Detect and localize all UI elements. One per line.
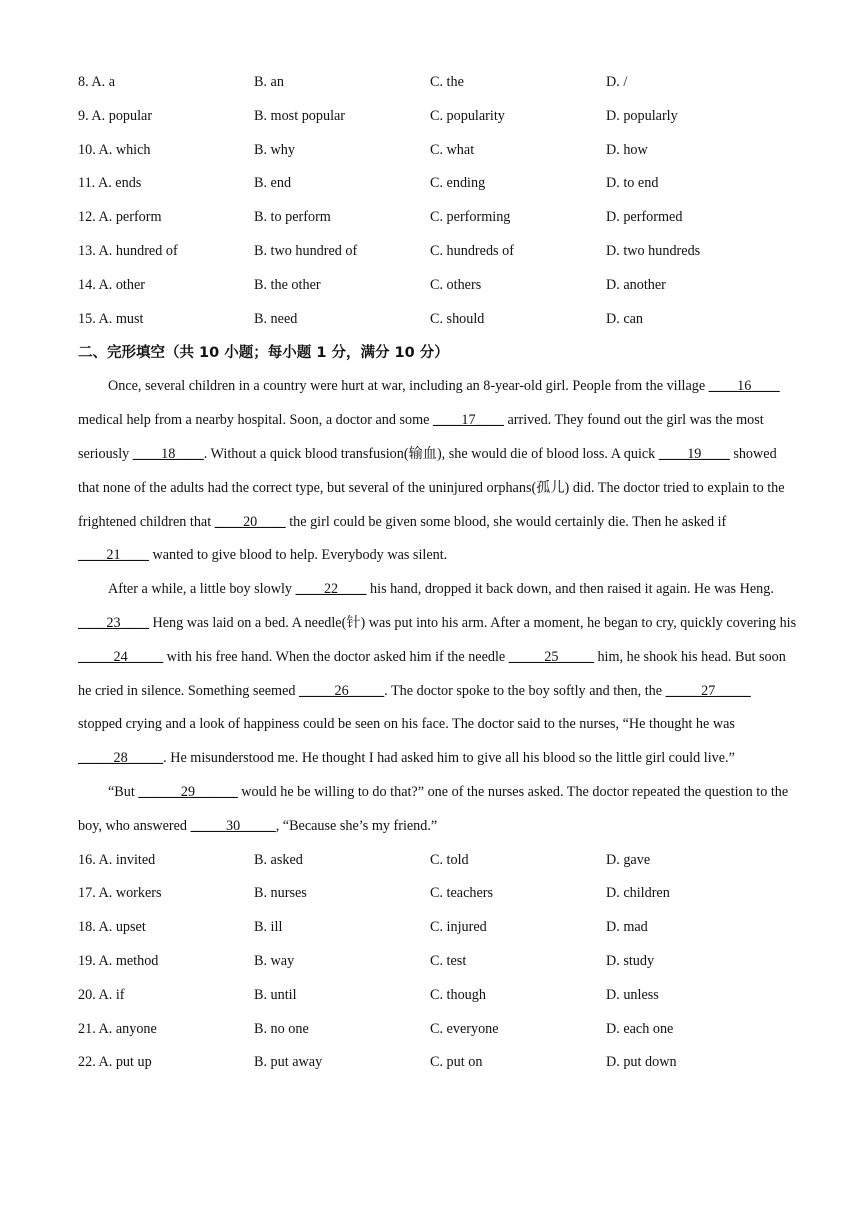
option-d: D. popularly (606, 107, 678, 124)
blank-26: _____26_____ (299, 682, 385, 699)
option-a: 19. A. method (78, 952, 159, 969)
option-c: C. performing (430, 209, 511, 226)
option-a: 10. A. which (78, 141, 151, 158)
option-c: C. though (430, 986, 486, 1003)
option-b: B. no one (254, 1020, 309, 1037)
passage-text: Once, several children in a country were hurt at war, including an 8-year-old girl. People from the village (108, 378, 709, 395)
option-b: B. most popular (254, 107, 346, 124)
option-b: B. two hundred of (254, 242, 358, 259)
option-b: B. why (254, 141, 295, 158)
passage-text: Heng was laid on a bed. A needle(针) was put into his arm. After a moment, he began to cry, quickly covering his (148, 614, 797, 631)
passage-text: stopped crying and a look of happiness could be seen on his face. The doctor said to the nurses, “He thought he was (78, 716, 735, 733)
passage-text: showed that none of the adults had the correct type, but several of the uninjured orphans(孤儿) did. The doctor tried to explain to the frightened children that (78, 445, 785, 530)
option-d: D. another (606, 276, 666, 293)
option-d: D. mad (606, 919, 648, 936)
question-row-9 (78, 100, 798, 134)
option-b: B. asked (254, 851, 303, 868)
question-row-10 (78, 134, 798, 168)
option-c: C. put on (430, 1054, 483, 1071)
passage-text: After a while, a little boy slowly (108, 581, 296, 598)
question-row-15 (78, 303, 798, 337)
question-row-16 (78, 844, 798, 878)
passage-text: . The doctor spoke to the boy softly and then, the (384, 682, 666, 699)
section-title: 二、完形填空（共 10 小题；每小题 1 分，满分 10 分） (78, 345, 449, 362)
option-a: 16. A. invited (78, 851, 156, 868)
option-c: C. the (430, 74, 464, 90)
passage-paragraph-1 (78, 370, 798, 573)
option-a: 9. A. popular (78, 107, 153, 124)
question-row-12 (78, 201, 798, 235)
option-c: C. others (430, 276, 482, 293)
blank-28: _____28_____ (78, 750, 164, 767)
option-b: B. put away (254, 1054, 323, 1071)
question-row-19 (78, 945, 798, 979)
question-row-21 (78, 1013, 798, 1047)
option-c: C. told (430, 851, 469, 868)
option-d: D. gave (606, 851, 651, 868)
option-c: C. ending (430, 175, 486, 192)
option-b: B. nurses (254, 885, 307, 902)
blank-29: ______29______ (138, 783, 238, 800)
blank-18: ____18____ (132, 445, 204, 462)
passage-text: his hand, dropped it back down, and then raised it again. He was Heng. (366, 581, 774, 598)
blank-24: _____24_____ (78, 648, 164, 665)
passage-text: with his free hand. When the doctor asked him if the needle (163, 648, 509, 665)
blank-23: ____23____ (78, 614, 149, 631)
passage-text: , “Because she’s my friend.” (275, 817, 438, 834)
option-d: D. put down (606, 1054, 677, 1071)
passage-text: arrived. They found out the girl was the most seriously (78, 412, 764, 462)
option-a: 12. A. perform (78, 209, 162, 226)
option-b: B. the other (254, 276, 321, 293)
option-b: B. need (254, 310, 298, 327)
option-d: D. each one (606, 1020, 674, 1037)
option-a: 18. A. upset (78, 919, 146, 936)
passage-text: . Without a quick blood transfusion(输血), she would die of blood loss. A quick (203, 445, 659, 462)
blank-16: ____16____ (708, 378, 780, 395)
exam-page (78, 66, 798, 1080)
option-d: D. to end (606, 175, 659, 192)
question-row-8 (78, 66, 798, 100)
question-row-14 (78, 269, 798, 303)
passage-text: the girl could be given some blood, she would certainly die. Then he asked if (285, 513, 727, 530)
option-b: B. to perform (254, 209, 331, 226)
blank-30: _____30_____ (190, 817, 276, 834)
option-d: D. study (606, 952, 655, 969)
option-d: D. children (606, 885, 670, 902)
question-row-11 (78, 167, 798, 201)
option-c: C. hundreds of (430, 242, 514, 259)
option-c: C. teachers (430, 885, 494, 902)
option-d: D. performed (606, 209, 683, 226)
blank-21: ____21____ (78, 547, 149, 564)
blank-27: _____27_____ (665, 682, 751, 699)
options-block-16-22 (78, 844, 798, 1081)
blank-22: ____22____ (295, 581, 367, 598)
passage-text: . He misunderstood me. He thought I had asked him to give all his blood so the little girl could live.” (163, 750, 735, 767)
option-b: B. until (254, 986, 297, 1003)
blank-25: _____25_____ (508, 648, 594, 665)
passage-paragraph-3 (78, 776, 798, 844)
option-a: 8. A. a (78, 74, 116, 90)
option-a: 15. A. must (78, 310, 144, 327)
options-block-8-15 (78, 66, 798, 336)
option-a: 13. A. hundred of (78, 242, 178, 259)
option-c: C. should (430, 310, 485, 327)
option-b: B. an (254, 74, 284, 90)
passage-paragraph-2 (78, 573, 798, 776)
passage-text: “But (108, 783, 139, 800)
option-b: B. way (254, 952, 295, 969)
option-a: 14. A. other (78, 276, 145, 293)
option-c: C. everyone (430, 1020, 499, 1037)
option-c: C. injured (430, 919, 487, 936)
question-row-20 (78, 979, 798, 1013)
option-b: B. end (254, 175, 292, 192)
option-d: D. / (606, 74, 628, 90)
passage-text: him, he shook his head. But soon he cried in silence. Something seemed (78, 648, 786, 699)
question-row-22 (78, 1046, 798, 1080)
option-d: D. can (606, 310, 644, 327)
option-b: B. ill (254, 919, 283, 936)
passage-text: would he be willing to do that?” one of the nurses asked. The doctor repeated the question to the boy, who answered (78, 783, 789, 834)
option-d: D. two hundreds (606, 242, 701, 259)
option-a: 20. A. if (78, 986, 125, 1003)
option-a: 21. A. anyone (78, 1020, 157, 1037)
passage-text: wanted to give blood to help. Everybody was silent. (148, 547, 448, 564)
option-c: C. test (430, 952, 467, 969)
option-a: 22. A. put up (78, 1054, 152, 1071)
option-d: D. unless (606, 986, 659, 1003)
question-row-18 (78, 911, 798, 945)
cloze-passage (78, 370, 798, 843)
question-row-17 (78, 877, 798, 911)
blank-19: ____19____ (658, 445, 730, 462)
option-a: 11. A. ends (78, 175, 142, 192)
option-a: 17. A. workers (78, 885, 162, 902)
option-d: D. how (606, 141, 648, 158)
option-c: C. popularity (430, 107, 505, 124)
question-row-13 (78, 235, 798, 269)
passage-text: medical help from a nearby hospital. Soon, a doctor and some (78, 412, 433, 429)
option-c: C. what (430, 141, 475, 158)
blank-17: ____17____ (433, 412, 504, 429)
blank-20: ____20____ (214, 513, 286, 530)
